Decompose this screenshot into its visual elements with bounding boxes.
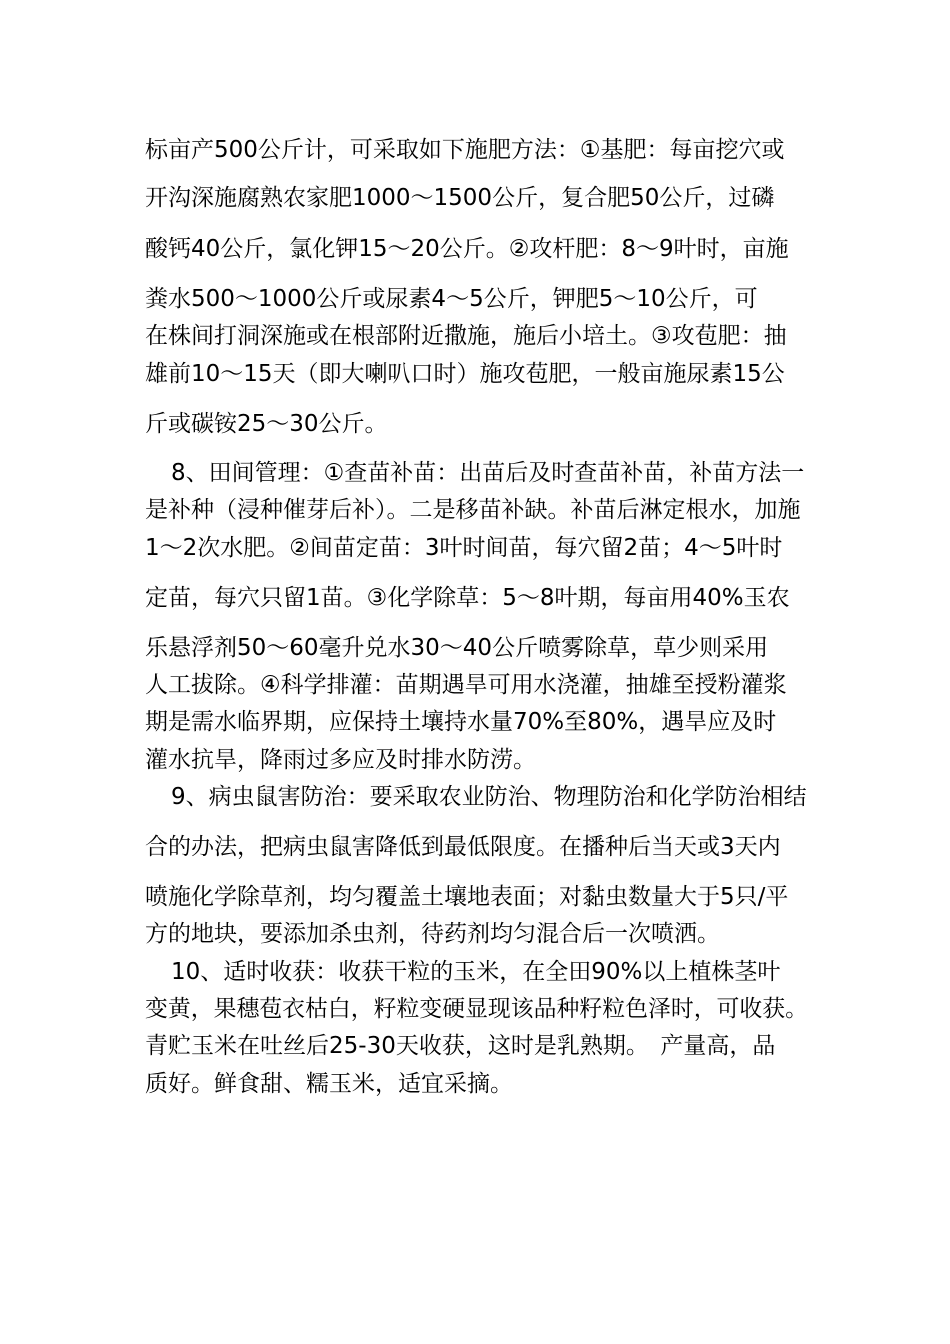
- text-line: 期是需水临界期，应保持土壤持水量70%至80%，遇旱应及时: [145, 709, 777, 735]
- text-line: 在株间打洞深施或在根部附近撒施，施后小培土。③攻苞肥：抽: [145, 323, 787, 349]
- text-line: 质好。鲜食甜、糯玉米，适宜采摘。: [145, 1071, 513, 1097]
- text-line: 人工拔除。④科学排灌：苗期遇旱可用水浇灌，抽雄至授粉灌浆: [145, 672, 787, 698]
- text-line: 青贮玉米在吐丝后25-30天收获，这时是乳熟期。 产量高，品: [145, 1033, 776, 1059]
- text-line: 1～2次水肥。②间苗定苗：3叶时间苗，每穴留2苗；4～5叶时: [145, 535, 783, 561]
- text-line: 酸钙40公斤，氯化钾15～20公斤。②攻杆肥：8～9叶时，亩施: [145, 236, 789, 262]
- section-10-heading-line: 10、适时收获：收获干粒的玉米，在全田90%以上植株茎叶: [171, 959, 781, 985]
- text-line: 喷施化学除草剂，均匀覆盖土壤地表面；对黏虫数量大于5只/平: [145, 884, 789, 910]
- text-line: 开沟深施腐熟农家肥1000～1500公斤，复合肥50公斤，过磷: [145, 185, 775, 211]
- text-line: 灌水抗旱，降雨过多应及时排水防涝。: [145, 747, 536, 773]
- text-line: 变黄，果穗苞衣枯白，籽粒变硬显现该品种籽粒色泽时，可收获。: [145, 996, 808, 1022]
- text-line: 斤或碳铵25～30公斤。: [145, 411, 388, 437]
- text-line: 乐悬浮剂50～60毫升兑水30～40公斤喷雾除草，草少则采用: [145, 635, 769, 661]
- text-line: 合的办法，把病虫鼠害降低到最低限度。在播种后当天或3天内: [145, 834, 781, 860]
- text-line: 粪水500～1000公斤或尿素4～5公斤，钾肥5～10公斤，可: [145, 286, 758, 312]
- section-9-heading-line: 9、病虫鼠害防治：要采取农业防治、物理防治和化学防治相结: [171, 784, 807, 810]
- text-line: 方的地块，要添加杀虫剂，待药剂均匀混合后一次喷洒。: [145, 921, 720, 947]
- text-line: 是补种（浸种催芽后补）。二是移苗补缺。补苗后淋定根水，加施: [145, 497, 801, 523]
- text-line: 雄前10～15天（即大喇叭口时）施攻苞肥，一般亩施尿素15公: [145, 361, 785, 387]
- section-8-heading-line: 8、田间管理：①查苗补苗：出苗后及时查苗补苗，补苗方法一: [171, 460, 805, 486]
- text-line: 标亩产500公斤计，可采取如下施肥方法：①基肥：每亩挖穴或: [145, 137, 785, 163]
- text-line: 定苗，每穴只留1苗。③化学除草：5～8叶期，每亩用40%玉农: [145, 585, 790, 611]
